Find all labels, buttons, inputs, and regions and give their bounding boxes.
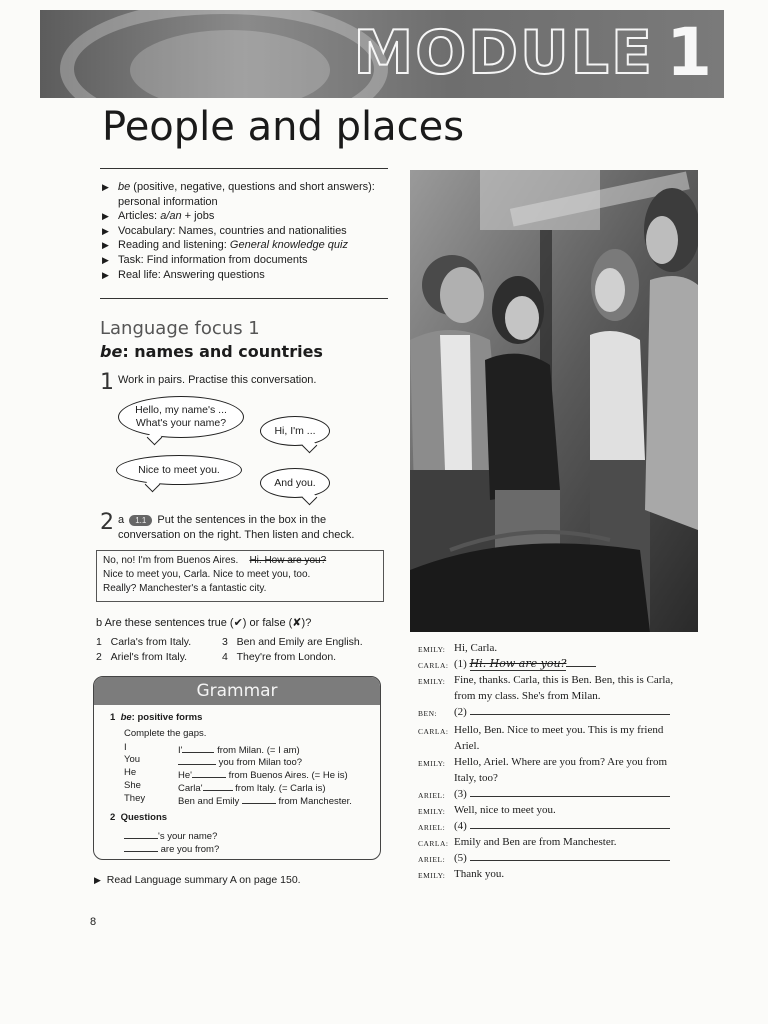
grammar-sentence: He' from Buenos Aires. (= He is) — [178, 767, 348, 781]
sentence-box: No, no! I'm from Buenos Aires. Hi. How are you? Nice to meet you, Carla. Nice to meet you, too. Really? Manchester's a fantastic city. — [96, 550, 384, 602]
list-item: ▶ Reading and listening: General knowledge quiz — [102, 239, 348, 252]
language-focus-heading: Language focus 1 — [100, 318, 260, 339]
dialogue-speaker: ARIEL: — [418, 791, 446, 800]
dialogue-speaker: EMILY: — [418, 677, 446, 686]
grammar-subject: They — [124, 793, 146, 804]
exercise-instruction: Work in pairs. Practise this conversation. — [118, 374, 317, 386]
dialogue-speaker: ARIEL: — [418, 855, 446, 864]
list-item: ▶ be (positive, negative, questions and short answers): personal information — [102, 181, 375, 208]
language-summary-link[interactable]: ▶ Read Language summary A on page 150. — [94, 874, 301, 886]
grammar-question: are you from? — [124, 841, 219, 855]
dialogue-line: Emily and Ben are from Manchester. — [454, 836, 617, 848]
grammar-question: 's your name? — [124, 828, 217, 842]
grammar-subject: You — [124, 754, 141, 765]
dialogue-speaker: EMILY: — [418, 871, 446, 880]
grammar-sentence: you from Milan too? — [178, 754, 302, 768]
dialogue-line: (4) — [454, 818, 679, 834]
bullet-triangle-icon: ▶ — [102, 240, 109, 251]
dialogue-line: Hello, Ariel. Where are you from? Are you from Italy, too? — [454, 756, 668, 784]
module-banner — [40, 10, 724, 98]
bubble-tail — [302, 438, 318, 454]
language-focus-subheading: be: names and countries — [100, 342, 323, 361]
grammar-section-title: 2 Questions — [110, 812, 168, 823]
list-item: ▶ Vocabulary: Names, countries and nationalities — [102, 224, 347, 237]
dialogue-line: Fine, thanks. Carla, this is Ben. Ben, this is Carla, from my class. She's from Milan. — [454, 674, 674, 702]
list-item: ▶ Task: Find information from documents — [102, 253, 308, 266]
dialogue-speaker: EMILY: — [418, 807, 446, 816]
module-number: 1 — [666, 14, 712, 91]
bullet-triangle-icon: ▶ — [102, 254, 109, 265]
divider — [100, 298, 388, 299]
module-word: MODULE — [353, 18, 654, 88]
module-contents-list — [100, 180, 390, 282]
dialogue-speaker: CARLA: — [418, 661, 449, 670]
list-item: ▶ Real life: Answering questions — [102, 268, 265, 281]
list-item: ▶ Articles: a/an + jobs — [102, 210, 215, 223]
dialogue-speaker: EMILY: — [418, 759, 446, 768]
divider — [100, 168, 388, 169]
dialogue-line: Well, nice to meet you. — [454, 804, 556, 816]
grammar-subject: He — [124, 767, 137, 778]
dialogue-speaker: CARLA: — [418, 839, 449, 848]
page-title: People and places — [102, 104, 465, 150]
grammar-sentence: I' from Milan. (= I am) — [178, 742, 300, 756]
speech-bubble: And you. — [260, 468, 330, 498]
bubble-tail — [147, 430, 163, 446]
grammar-instruction: Complete the gaps. — [124, 728, 207, 739]
bubble-tail — [302, 490, 318, 506]
tf-statement: 4 They're from London. — [222, 651, 337, 663]
grammar-box — [93, 676, 381, 860]
dialogue-speaker: CARLA: — [418, 727, 449, 736]
dialogue-speaker: EMILY: — [418, 645, 446, 654]
dialogue-line: (5) — [454, 850, 679, 866]
dialogue-speaker: BEN: — [418, 709, 438, 718]
dialogue-line: (2) — [454, 704, 679, 720]
exercise-number: 2 — [100, 510, 114, 535]
bullet-triangle-icon: ▶ — [102, 182, 109, 192]
speech-bubble: Hi, I'm ... — [260, 416, 330, 446]
photo-people-meeting — [410, 170, 698, 632]
speech-bubble: Nice to meet you. — [116, 455, 242, 485]
tf-statement: 1 Carla's from Italy. — [96, 636, 192, 648]
bullet-triangle-icon: ▶ — [102, 211, 109, 222]
grammar-sentence: Ben and Emily from Manchester. — [178, 793, 352, 807]
bullet-triangle-icon: ▶ — [102, 269, 109, 280]
photo-illustration — [410, 170, 698, 632]
handwritten-answer: Hi. How are you? — [469, 657, 567, 670]
bullet-triangle-icon: ▶ — [102, 225, 109, 236]
bullet-triangle-icon: ▶ — [94, 875, 101, 885]
dialogue-line: (1) Hi. How are you? — [454, 656, 679, 672]
tf-statement: 3 Ben and Emily are English. — [222, 636, 363, 648]
true-false-instruction: b Are these sentences true (✔) or false (✘)? — [96, 617, 312, 629]
dialogue-speaker: ARIEL: — [418, 823, 446, 832]
page-number: 8 — [90, 916, 97, 928]
dialogue-line: (3) — [454, 786, 679, 802]
grammar-section-title: 1 be: positive forms — [110, 712, 203, 723]
dialogue-line: Hi, Carla. — [454, 642, 498, 654]
grammar-heading: Grammar — [94, 677, 380, 705]
audio-track-icon[interactable]: 1.1 — [129, 515, 152, 526]
tf-statement: 2 Ariel's from Italy. — [96, 651, 188, 663]
exercise-instruction: a 1.1 Put the sentences in the box in the conversation on the right. Then listen and check. — [118, 514, 355, 541]
grammar-subject: I — [124, 742, 127, 753]
grammar-sentence: Carla' from Italy. (= Carla is) — [178, 780, 326, 794]
bubble-tail — [145, 477, 161, 493]
speech-bubble: Hello, my name's ... What's your name? — [118, 396, 244, 438]
dialogue-line: Thank you. — [454, 868, 505, 880]
exercise-number: 1 — [100, 370, 114, 395]
dialogue-line: Hello, Ben. Nice to meet you. This is my friend Ariel. — [454, 724, 664, 752]
grammar-subject: She — [124, 780, 141, 791]
